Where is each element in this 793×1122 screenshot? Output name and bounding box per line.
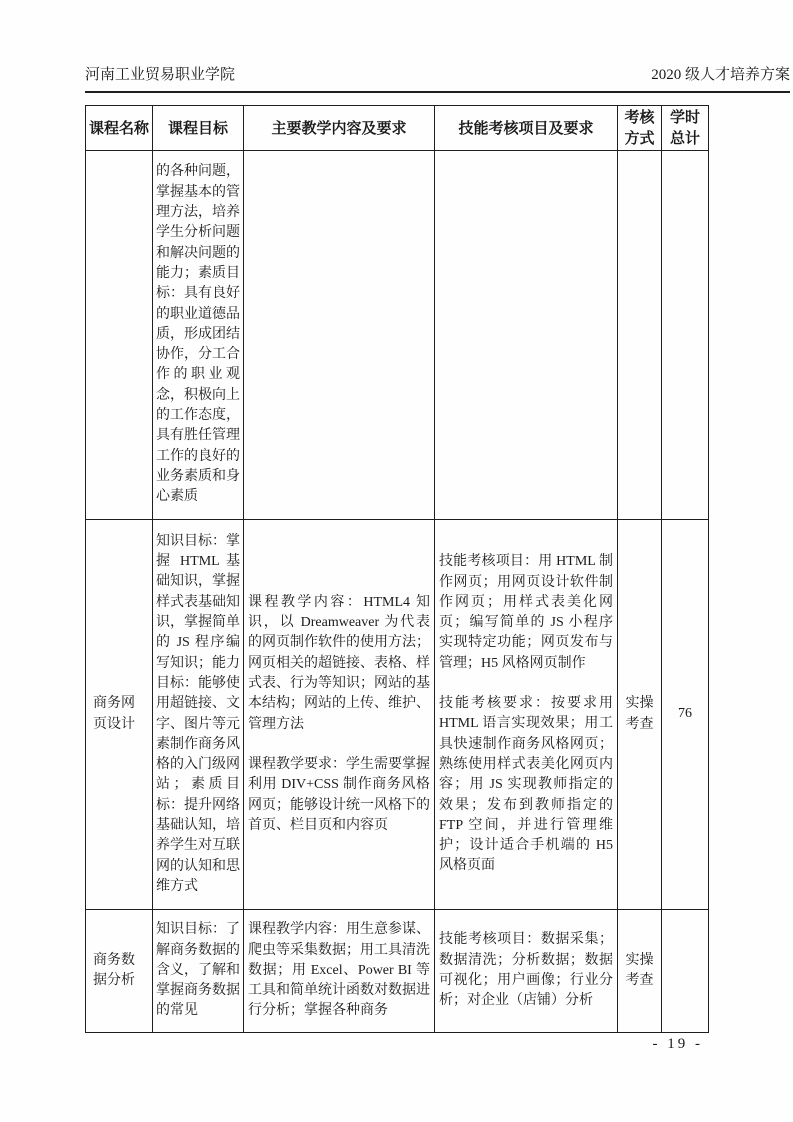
table-row-web-design (86, 520, 709, 910)
cell-assessment-method: 实操考查 (618, 910, 662, 1033)
cell-teaching-content (244, 151, 435, 520)
column-header-course-objectives: 课程目标 (153, 106, 244, 151)
cell-total-hours (662, 910, 709, 1033)
cell-course-name (86, 151, 153, 520)
cell-course-objectives: 的各种问题，掌握基本的管理方法，培养学生分析问题和解决问题的能力；素质目标：具有良好的职业道德品质，形成团结协作，分工合作的职业观念，积极向上的工作态度，具有胜任管理工作的良好的业务素质和身心素质 (153, 151, 244, 520)
page-number: - 19 - (652, 1036, 703, 1052)
cell-assessment-method (618, 151, 662, 520)
cell-course-name: 商务数据分析 (86, 910, 153, 1033)
column-header-total-hours: 学时总计 (662, 106, 709, 151)
assessment-items-paragraph: 技能考核项目：用 HTML 制作网页；用网页设计软件制作网页；用样式表美化网页；编写简单的 JS 小程序实现特定功能；网页发布与管理；H5 风格网页制作 (439, 554, 613, 671)
cell-skill-assessment: 技能考核项目：数据采集；数据清洗；分析数据；数据可视化；用户画像；行业分析；对企业（店铺）分析 (435, 910, 618, 1033)
cell-total-hours (662, 151, 709, 520)
cell-total-hours: 76 (662, 520, 709, 910)
cell-skill-assessment (435, 151, 618, 520)
assessment-requirements-paragraph: 技能考核要求：按要求用 HTML 语言实现效果；用工具快速制作商务风格网页；熟练使用样式表美化网页内容；用 JS 实现教师指定的效果；发布到教师指定的 FTP 空间，并进行管理维护；设计适合手机端的 H5 风格页面 (439, 696, 613, 874)
teaching-content-paragraph: 课程教学内容：HTML4 知识，以 Dreamweaver 为代表的网页制作软件的使用方法；网页相关的超链接、表格、样式表、行为等知识；网站的基本结构；网站的上传、维护、管理方法 (248, 594, 430, 732)
column-header-assessment-method: 考核方式 (618, 106, 662, 151)
column-header-skill-assessment: 技能考核项目及要求 (435, 106, 618, 151)
page-header (85, 66, 790, 93)
table-row-data-analysis (86, 910, 709, 1033)
cell-teaching-content (244, 520, 435, 910)
table-row-continued (86, 151, 709, 520)
cell-teaching-content: 课程教学内容：用生意参谋、爬虫等采集数据；用工具清洗数据；用 Excel、Power BI 等工具和简单统计函数对数据进行分析；掌握各种商务 (244, 910, 435, 1033)
column-header-course-name: 课程名称 (86, 106, 153, 151)
cell-course-objectives: 知识目标：了解商务数据的含义，了解和掌握商务数据的常见 (153, 910, 244, 1033)
table-header-row (86, 106, 709, 151)
cell-assessment-method: 实操考查 (618, 520, 662, 910)
cell-skill-assessment (435, 520, 618, 910)
header-plan-title: 2020 级人才培养方案 (651, 67, 790, 83)
cell-course-name: 商务网页设计 (86, 520, 153, 910)
teaching-requirements-paragraph: 课程教学要求：学生需要掌握利用 DIV+CSS 制作商务风格网页；能够设计统一风格下的首页、栏目页和内容页 (248, 756, 430, 833)
header-school-name: 河南工业贸易职业学院 (85, 67, 236, 83)
cell-course-objectives: 知识目标：掌握 HTML 基础知识，掌握样式表基础知识，掌握简单的 JS 程序编写知识；能力目标：能够使用超链接、文字、图片等元素制作商务风格的入门级网站；素质目标：提升网络基础认知，培养学生对互联网的认知和思维方式 (153, 520, 244, 910)
course-table (85, 105, 709, 1033)
column-header-teaching-content: 主要教学内容及要求 (244, 106, 435, 151)
